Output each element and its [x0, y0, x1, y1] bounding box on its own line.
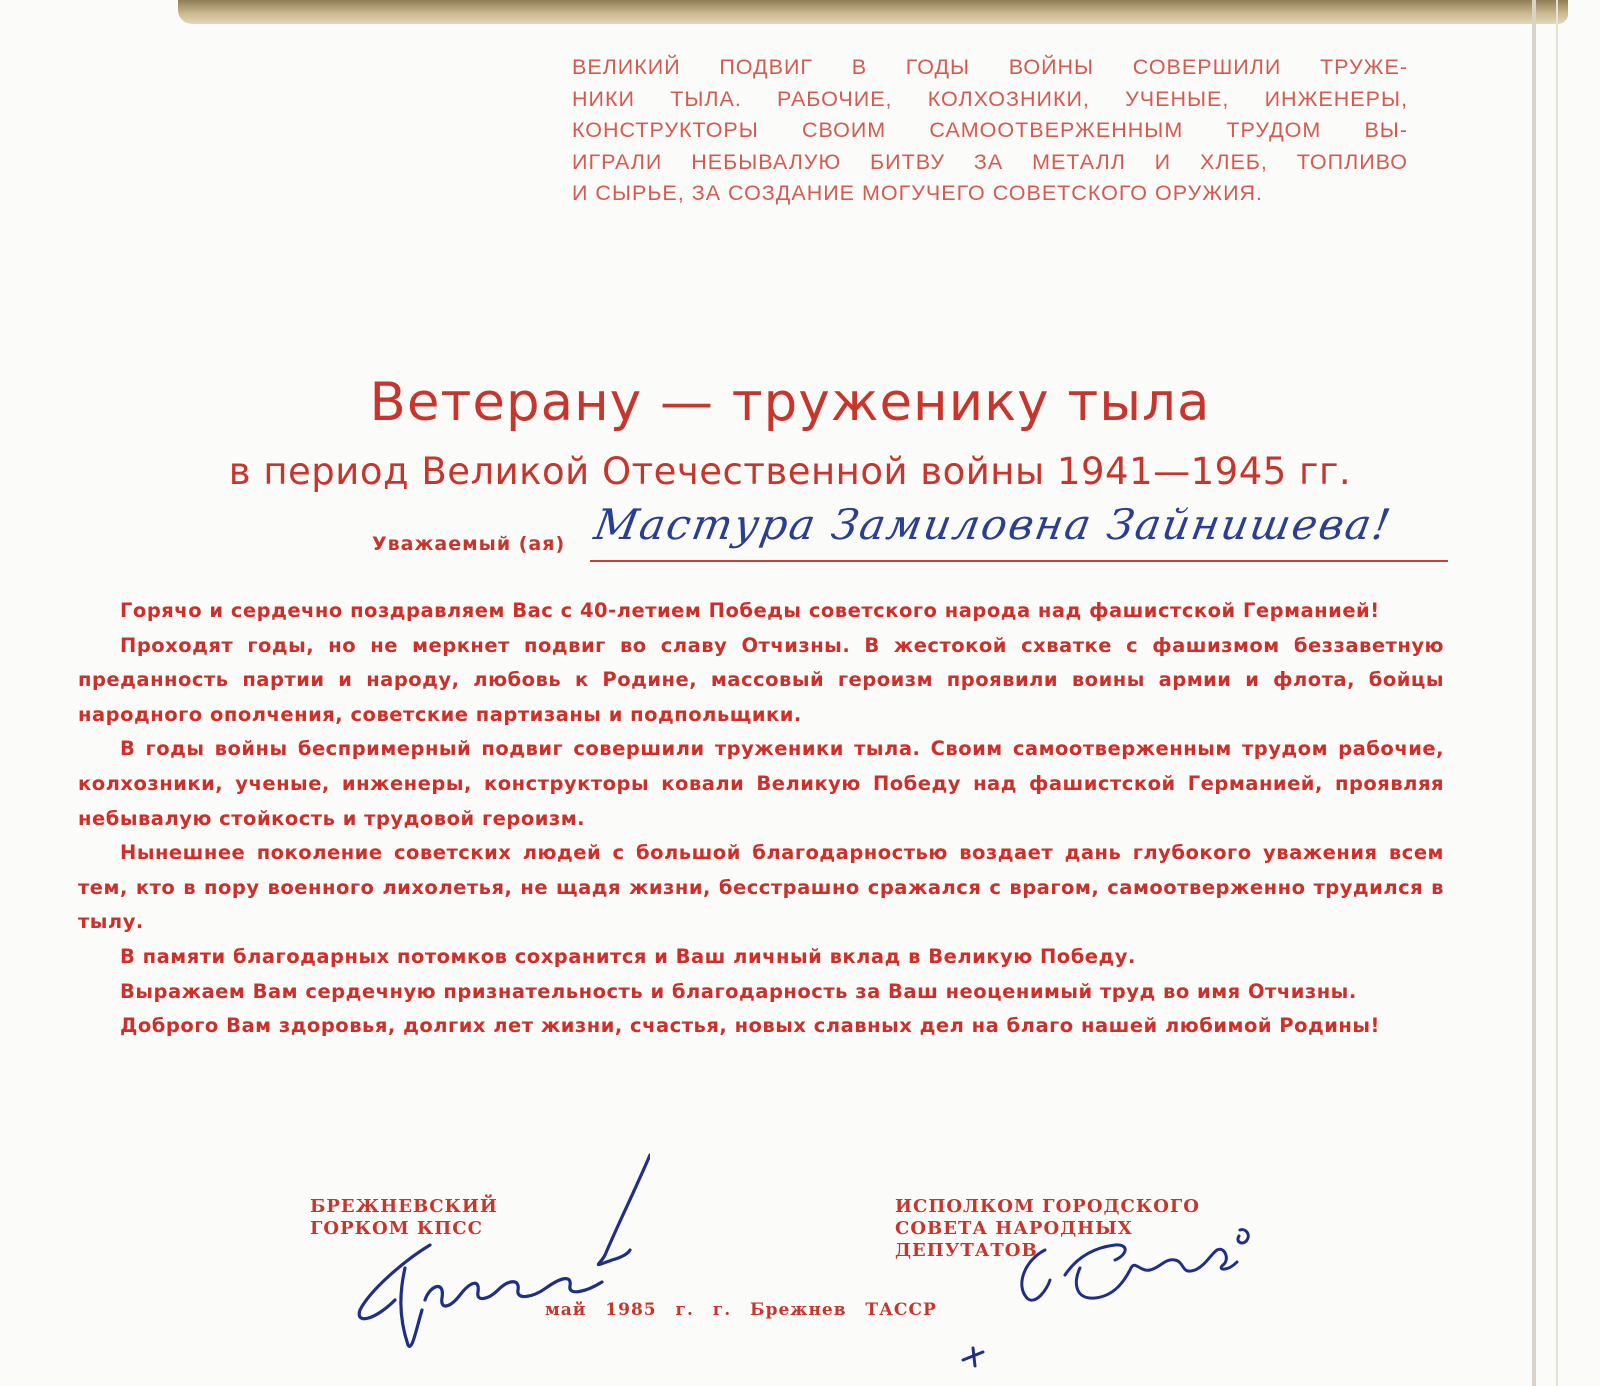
epigraph-line: НИКИ ТЫЛА. РАБОЧИЕ, КОЛХОЗНИКИ, УЧЕНЫЕ, ИНЖЕНЕРЫ,	[572, 86, 1408, 111]
epigraph-line: ВЕЛИКИЙ ПОДВИГ В ГОДЫ ВОЙНЫ СОВЕРШИЛИ ТРУЖЕ-	[572, 55, 1408, 79]
epigraph-line: И СЫРЬЕ, ЗА СОЗДАНИЕ МОГУЧЕГО СОВЕТСКОГО ОРУЖИЯ.	[572, 181, 1264, 205]
page-edge-line-outer	[1556, 0, 1558, 1386]
body-paragraph: Доброго Вам здоровья, долгих лет жизни, счастья, новых славных дел на благо нашей любимой Родины!	[120, 1014, 1380, 1038]
signatory-line: СОВЕТА НАРОДНЫХ	[895, 1218, 1133, 1239]
page-edge-line	[1532, 0, 1536, 1386]
salutation-label: Уважаемый (ая)	[372, 533, 566, 555]
body-paragraph: В годы войны беспримерный подвиг совершили труженики тыла. Своим самоотверженным трудом рабочие, колхозники, ученые, инженеры, конструкторы ковали Великую Победу над фашистской Германией, проявляя небывалую стойкость и трудовой героизм.	[78, 737, 1444, 830]
epigraph-line: КОНСТРУКТОРЫ СВОИМ САМООТВЕРЖЕННЫМ ТРУДОМ ВЫ-	[572, 118, 1408, 142]
signatory-line: ГОРКОМ КПСС	[310, 1218, 483, 1239]
signatory-line: ИСПОЛКОМ ГОРОДСКОГО	[895, 1196, 1200, 1217]
body-paragraph: В памяти благодарных потомков сохранится и Ваш личный вклад в Великую Победу.	[120, 944, 1136, 968]
folder-edge	[178, 0, 1568, 24]
name-underline	[590, 560, 1448, 562]
date-place-footer: май 1985 г. г. Брежнев ТАССР	[545, 1300, 937, 1320]
document-subtitle: в период Великой Отечественной войны 1941—1945 гг.	[228, 450, 1352, 493]
document-title: Ветерану — труженику тыла	[369, 372, 1211, 433]
body-paragraph: Горячо и сердечно поздравляем Вас с 40-летием Победы советского народа над фашистской Германией!	[120, 599, 1380, 622]
handwritten-recipient-name: Мастура Замиловна Зайнишева!	[590, 500, 1396, 549]
signature-right	[955, 1220, 1265, 1370]
signatory-line: ДЕПУТАТОВ	[895, 1240, 1038, 1261]
epigraph	[572, 52, 1408, 210]
body-text	[78, 594, 1444, 1044]
signatory-line: БРЕЖНЕВСКИЙ	[310, 1196, 498, 1217]
body-paragraph: Проходят годы, но не меркнет подвиг во славу Отчизны. В жестокой схватке с фашизмом беззаветную преданность партии и народу, любовь к Родине, массовый героизм проявили воины армии и флота, бойцы народного ополчения, советские партизаны и подпольщики.	[78, 633, 1444, 726]
epigraph-line: ИГРАЛИ НЕБЫВАЛУЮ БИТВУ ЗА МЕТАЛЛ И ХЛЕБ, ТОПЛИВО	[572, 149, 1408, 174]
signature-left	[350, 1150, 650, 1355]
body-paragraph: Нынешнее поколение советских людей с большой благодарностью воздает дань глубокого уважения всем тем, кто в пору военного лихолетья, не щадя жизни, бесстрашно сражался с врагом, самоотверженно трудился в тылу.	[78, 841, 1444, 934]
body-paragraph: Выражаем Вам сердечную признательность и благодарность за Ваш неоценимый труд во имя Отчизны.	[120, 979, 1357, 1003]
